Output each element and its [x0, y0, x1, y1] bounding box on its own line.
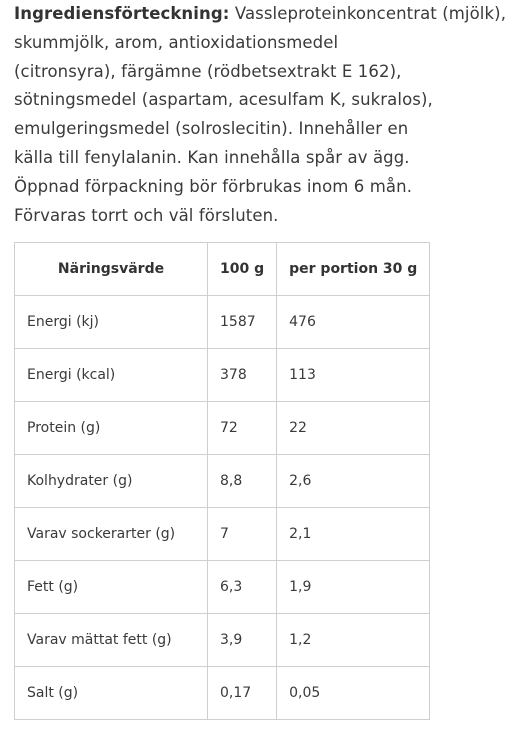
- header-per-portion: per portion 30 g: [277, 243, 430, 296]
- ingredients-line-7: Öppnad förpackning bör förbrukas inom 6 mån.: [14, 176, 413, 196]
- value-per-100g: 8,8: [208, 455, 277, 508]
- nutrient-name: Fett (g): [15, 561, 208, 614]
- ingredients-line-3: (citronsyra), färgämne (rödbetsextrakt E 162),: [14, 61, 402, 81]
- ingredients-text: [14, 0, 510, 230]
- nutrient-name: Kolhydrater (g): [15, 455, 208, 508]
- ingredients-line-2: skummjölk, arom, antioxidationsmedel: [14, 32, 339, 52]
- header-nutrient: Näringsvärde: [15, 243, 208, 296]
- value-per-100g: 6,3: [208, 561, 277, 614]
- value-per-portion: 2,6: [277, 455, 430, 508]
- value-per-100g: 72: [208, 402, 277, 455]
- ingredients-line-4: sötningsmedel (aspartam, acesulfam K, sukralos),: [14, 90, 433, 110]
- table-row: [15, 667, 430, 720]
- ingredients-label: Ingrediensförteckning:: [14, 4, 230, 23]
- table-row: [15, 614, 430, 667]
- value-per-100g: 0,17: [208, 667, 277, 720]
- table-row: [15, 349, 430, 402]
- table-row: [15, 296, 430, 349]
- value-per-100g: 378: [208, 349, 277, 402]
- value-per-portion: 0,05: [277, 667, 430, 720]
- value-per-100g: 7: [208, 508, 277, 561]
- table-row: [15, 561, 430, 614]
- header-per-100g: 100 g: [208, 243, 277, 296]
- value-per-portion: 2,1: [277, 508, 430, 561]
- value-per-100g: 1587: [208, 296, 277, 349]
- value-per-portion: 22: [277, 402, 430, 455]
- value-per-portion: 476: [277, 296, 430, 349]
- table-header-row: [15, 243, 430, 296]
- ingredients-line-8: Förvaras torrt och väl försluten.: [14, 205, 279, 225]
- nutrient-name: Salt (g): [15, 667, 208, 720]
- nutrient-name: Energi (kcal): [15, 349, 208, 402]
- ingredients-line-1: [14, 0, 510, 29]
- nutrient-name: Varav mättat fett (g): [15, 614, 208, 667]
- ingredients-line-6: källa till fenylalanin. Kan innehålla spår av ägg.: [14, 147, 410, 167]
- value-per-100g: 3,9: [208, 614, 277, 667]
- ingredients-line-5: emulgeringsmedel (solroslecitin). Innehåller en: [14, 119, 409, 139]
- value-per-portion: 113: [277, 349, 430, 402]
- ingredients-line-1-text: Vassleproteinkoncentrat (mjölk),: [229, 4, 507, 23]
- nutrition-table: [14, 242, 430, 720]
- nutrient-name: Energi (kj): [15, 296, 208, 349]
- value-per-portion: 1,9: [277, 561, 430, 614]
- nutrient-name: Varav sockerarter (g): [15, 508, 208, 561]
- table-row: [15, 508, 430, 561]
- nutrient-name: Protein (g): [15, 402, 208, 455]
- table-row: [15, 402, 430, 455]
- value-per-portion: 1,2: [277, 614, 430, 667]
- table-row: [15, 455, 430, 508]
